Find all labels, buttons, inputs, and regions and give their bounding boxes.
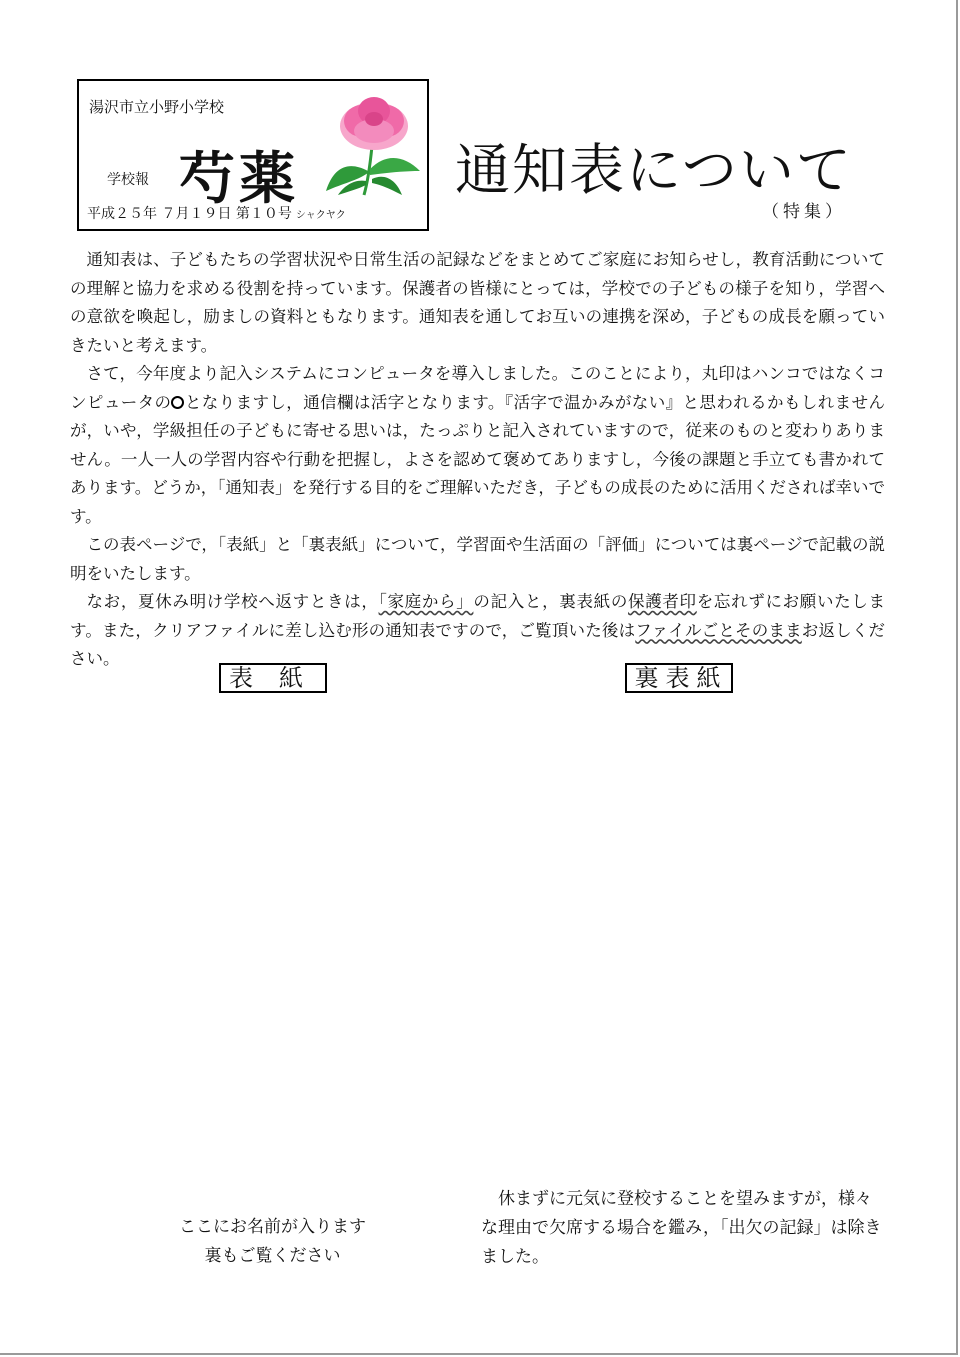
section-label-front-cover: 表紙 [219, 663, 327, 693]
page-title: 通知表について [455, 138, 853, 202]
paragraph-computer-system: さて，今年度より記入システムにコンピュータを導入しました。このことにより，丸印はハンコではなくコンピュータの となりますし，通信欄は活字となります。『活字で温かみがない』と思われるかもしれませんが，いや，学級担任の子どもに寄せる思いは，たっぷりと記入されていますので，従来のものと変わりありません。一人一人の学習内容や行動を把握し，よさを認めて褒めてありますし，今後の課題と手立ても書かれてあります。どうか，「通知表」を発行する目的をご理解いただき，子どもの成長のために活用くだされば幸いです。 [70, 364, 886, 526]
note-left-line2: 裏もご覧ください [204, 1246, 341, 1266]
circle-mark-icon [171, 396, 184, 409]
note-right-text: 休まずに元気に登校することを望みますが，様々な理由で欠席する場合を鑑み，「出欠の記録」は除きました。 [481, 1189, 882, 1267]
issue-info [87, 203, 346, 223]
note-name-placeholder [160, 1213, 385, 1271]
underlined-home-note: 「家庭から」 [378, 592, 474, 611]
underlined-file-return: ファイルごとそのまま [635, 620, 802, 640]
section-label-back-cover: 裏表紙 [625, 663, 733, 693]
paragraph-return-notice: なお，夏休み明け学校へ返すときは，「家庭から」の記入と，裏表紙の保護者印を忘れずにお願いたします。また，クリアファイルに差し込む形の通知表ですので，ご覧頂いた後はファイルごとそのままお返しください。 [70, 592, 886, 668]
title-reading: シャクヤク [295, 210, 346, 221]
newsletter-title: 芍薬 [179, 146, 299, 212]
underlined-parent-seal: 保護者印 [628, 592, 697, 611]
note-attendance [481, 1185, 883, 1272]
paragraph-page-guide: この表ページで，「表紙」と「裏表紙」について，学習面や生活面の「評価」については裏ページで記載の説明をいたします。 [70, 535, 885, 583]
peony-flower-icon [324, 91, 424, 196]
paragraph-intro: 通知表は、子どもたちの学習状況や日常生活の記録などをまとめてご家庭にお知らせし，教育活動についての理解と協力を求める役割を持っています。保護者の皆様にとっては，学校での子どもの様子を知り，学習への意欲を喚起し，励ましの資料ともなります。通知表を通してお互いの連携を深め，子どもの成長を願っていきたいと考えます。 [70, 250, 885, 355]
page-subtitle: （特集） [762, 202, 846, 222]
note-left-line1: ここにお名前が入ります [179, 1217, 366, 1237]
school-name: 湯沢市立小野小学校 [89, 98, 225, 116]
newsletter-label: 学校報 [107, 172, 149, 188]
masthead [77, 79, 429, 231]
issue-date: 平成２５年 ７月１９日 第１０号 [87, 206, 292, 222]
body-text [70, 246, 885, 674]
